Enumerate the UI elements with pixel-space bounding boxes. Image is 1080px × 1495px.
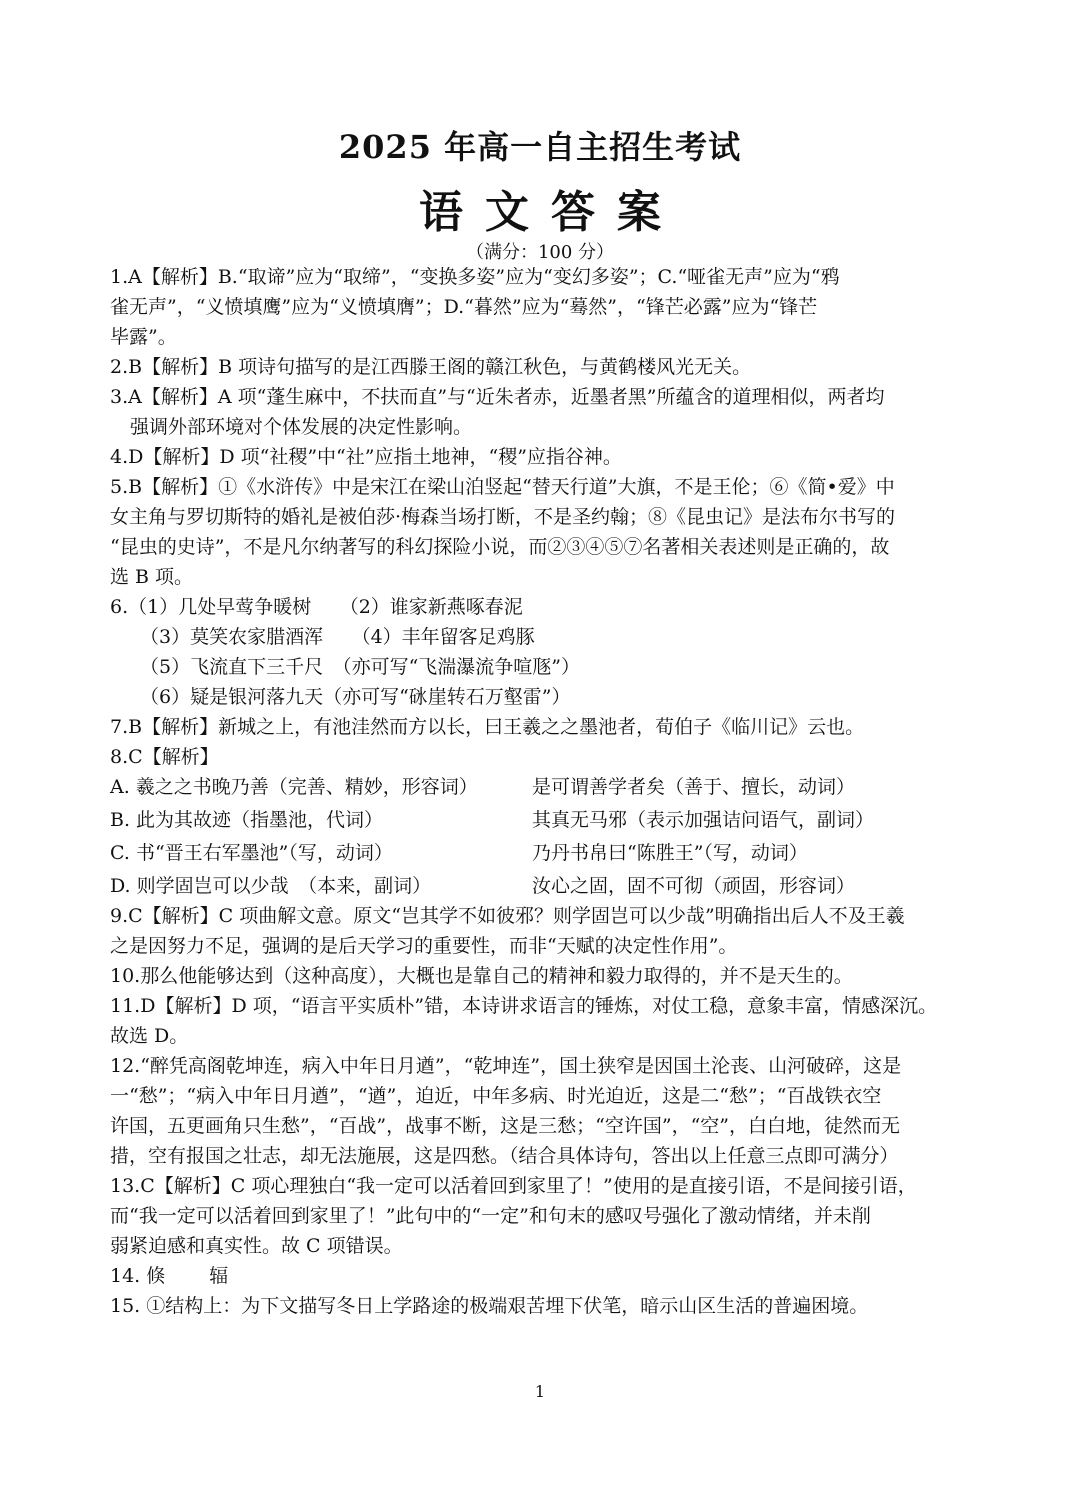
answer-q13 bbox=[110, 1171, 972, 1261]
text-line: 措，空有报国之壮志，却无法施展，这是四愁。（结合具体诗句，答出以上任意三点即可满分） bbox=[110, 1145, 899, 1167]
text-line: 8.C【解析】 bbox=[110, 746, 219, 768]
answer-q1 bbox=[110, 262, 972, 352]
exam-title: 2025 年高一自主招生考试 bbox=[338, 128, 742, 166]
text-line: 12.“醉凭高阁乾坤连，病入中年日月遒”，“乾坤连”，国土狭窄是因国土沦丧、山河破碎，这是 bbox=[110, 1055, 902, 1077]
answer-q15 bbox=[110, 1291, 972, 1321]
text-line: 4.D【解析】D 项“社稷”中“社”应指土地神，“稷”应指谷神。 bbox=[110, 446, 622, 468]
option-right: 乃丹书帛曰“陈胜王”（写，动词） bbox=[532, 842, 808, 864]
text-line: 选 B 项。 bbox=[110, 566, 194, 588]
text-line: 7.B【解析】新城之上，有池洼然而方以长，曰王羲之之墨池者，荀伯子《临川记》云也。 bbox=[110, 716, 865, 738]
text-line: 许国，五更画角只生愁”，“百战”，战事不断，这是三愁；“空许国”，“空”，白白地，徒然而无 bbox=[110, 1115, 900, 1137]
text-line: “昆虫的史诗”，不是凡尔纳著写的科幻探险小说，而②③④⑤⑦名著相关表述则是正确的，故 bbox=[110, 536, 890, 558]
text-line: 6.（1）几处早莺争暖树 （2）谁家新燕啄春泥 bbox=[110, 596, 523, 618]
answer-q7 bbox=[110, 712, 972, 742]
answer-q4 bbox=[110, 442, 972, 472]
text-line: 一“愁”；“病入中年日月遒”，“遒”，迫近，中年多病、时光迫近，这是二“愁”；“百战铁衣空 bbox=[110, 1085, 882, 1107]
option-left: C. 书“晋王右军墨池”（写，动词） bbox=[110, 842, 393, 864]
answer-q2 bbox=[110, 352, 972, 382]
text-line: （5）飞流直下三千尺 （亦可写“飞湍瀑流争喧豗”） bbox=[140, 656, 581, 678]
text-line: 10.那么他能够达到（这种高度），大概也是靠自己的精神和毅力取得的，并不是天生的。 bbox=[110, 965, 853, 987]
option-left: D. 则学固岂可以少哉 （本来，副词） bbox=[110, 875, 432, 897]
text-line: 14. 倏 辐 bbox=[110, 1265, 229, 1287]
option-right: 汝心之固，固不可彻（顽固，形容词） bbox=[532, 875, 856, 897]
option-left: B. 此为其故迹（指墨池，代词） bbox=[110, 809, 384, 831]
text-line: 11.D【解析】D 项，“语言平实质朴”错，本诗讲求语言的锤炼，对仗工稳，意象丰富，情感深沉。 bbox=[110, 995, 938, 1017]
answer-q8 bbox=[110, 742, 972, 901]
text-line: 2.B【解析】B 项诗句描写的是江西滕王阁的赣江秋色，与黄鹤楼风光无关。 bbox=[110, 356, 752, 378]
answer-q3 bbox=[110, 382, 972, 442]
answer-q6 bbox=[110, 592, 972, 712]
option-row bbox=[110, 838, 972, 868]
text-line: 女主角与罗切斯特的婚礼是被伯莎·梅森当场打断，不是圣约翰；⑧《昆虫记》是法布尔书写的 bbox=[110, 506, 896, 528]
document-title: 语文答案 bbox=[419, 187, 683, 238]
text-line: 15. ①结构上：为下文描写冬日上学路途的极端艰苦埋下伏笔，暗示山区生活的普遍困境。 bbox=[110, 1295, 869, 1317]
answer-q14 bbox=[110, 1261, 972, 1291]
text-line: 13.C【解析】C 项心理独白“我一定可以活着回到家里了！”使用的是直接引语，不是间接引语， bbox=[110, 1175, 917, 1197]
option-left: A. 羲之之书晚乃善（完善、精妙，形容词） bbox=[110, 776, 478, 798]
text-line: 强调外部环境对个体发展的决定性影响。 bbox=[130, 416, 473, 438]
option-row bbox=[110, 805, 972, 835]
option-row bbox=[110, 871, 972, 901]
text-line: 弱紧迫感和真实性。故 C 项错误。 bbox=[110, 1235, 403, 1257]
text-line: 3.A【解析】A 项“蓬生麻中，不扶而直”与“近朱者赤，近墨者黑”所蕴含的道理相似，两者均 bbox=[110, 386, 885, 408]
option-row bbox=[110, 772, 972, 802]
page-number: 1 bbox=[534, 1382, 546, 1401]
answer-content bbox=[110, 262, 972, 1321]
text-line: 雀无声”，“义愤填鹰”应为“义愤填膺”；D.“暮然”应为“蓦然”，“锋芒必露”应为“锋芒 bbox=[110, 296, 818, 318]
option-right: 是可谓善学者矣（善于、擅长，动词） bbox=[532, 776, 856, 798]
text-line: 9.C【解析】C 项曲解文意。原文“岂其学不如彼邪？则学固岂可以少哉”明确指出后人不及王羲 bbox=[110, 905, 905, 927]
answer-q10 bbox=[110, 961, 972, 991]
text-line: 1.A【解析】B.“取谛”应为“取缔”，“变换多姿”应为“变幻多姿”；C.“哑雀无声”应为“鸦 bbox=[110, 266, 840, 288]
option-right: 其真无马邪（表示加强诘问语气，副词） bbox=[532, 809, 875, 831]
answer-q12 bbox=[110, 1051, 972, 1171]
answer-q5 bbox=[110, 472, 972, 592]
text-line: 之是因努力不足，强调的是后天学习的重要性，而非“天赋的决定性作用”。 bbox=[110, 935, 738, 957]
text-line: 5.B【解析】①《水浒传》中是宋江在梁山泊竖起“替天行道”大旗，不是王伦；⑥《简•爱》中 bbox=[110, 476, 895, 498]
answer-q11 bbox=[110, 991, 972, 1051]
text-line: 故选 D。 bbox=[110, 1025, 189, 1047]
text-line: 而“我一定可以活着回到家里了！”此句中的“一定”和句末的感叹号强化了激动情绪，并未削 bbox=[110, 1205, 871, 1227]
text-line: （3）莫笑农家腊酒浑 （4）丰年留客足鸡豚 bbox=[140, 626, 535, 648]
text-line: （6）疑是银河落九天（亦可写“砯崖转石万壑雷”） bbox=[140, 686, 571, 708]
text-line: 毕露”。 bbox=[110, 326, 177, 348]
answer-q9 bbox=[110, 901, 972, 961]
full-score-note: （满分：100 分） bbox=[465, 242, 615, 263]
